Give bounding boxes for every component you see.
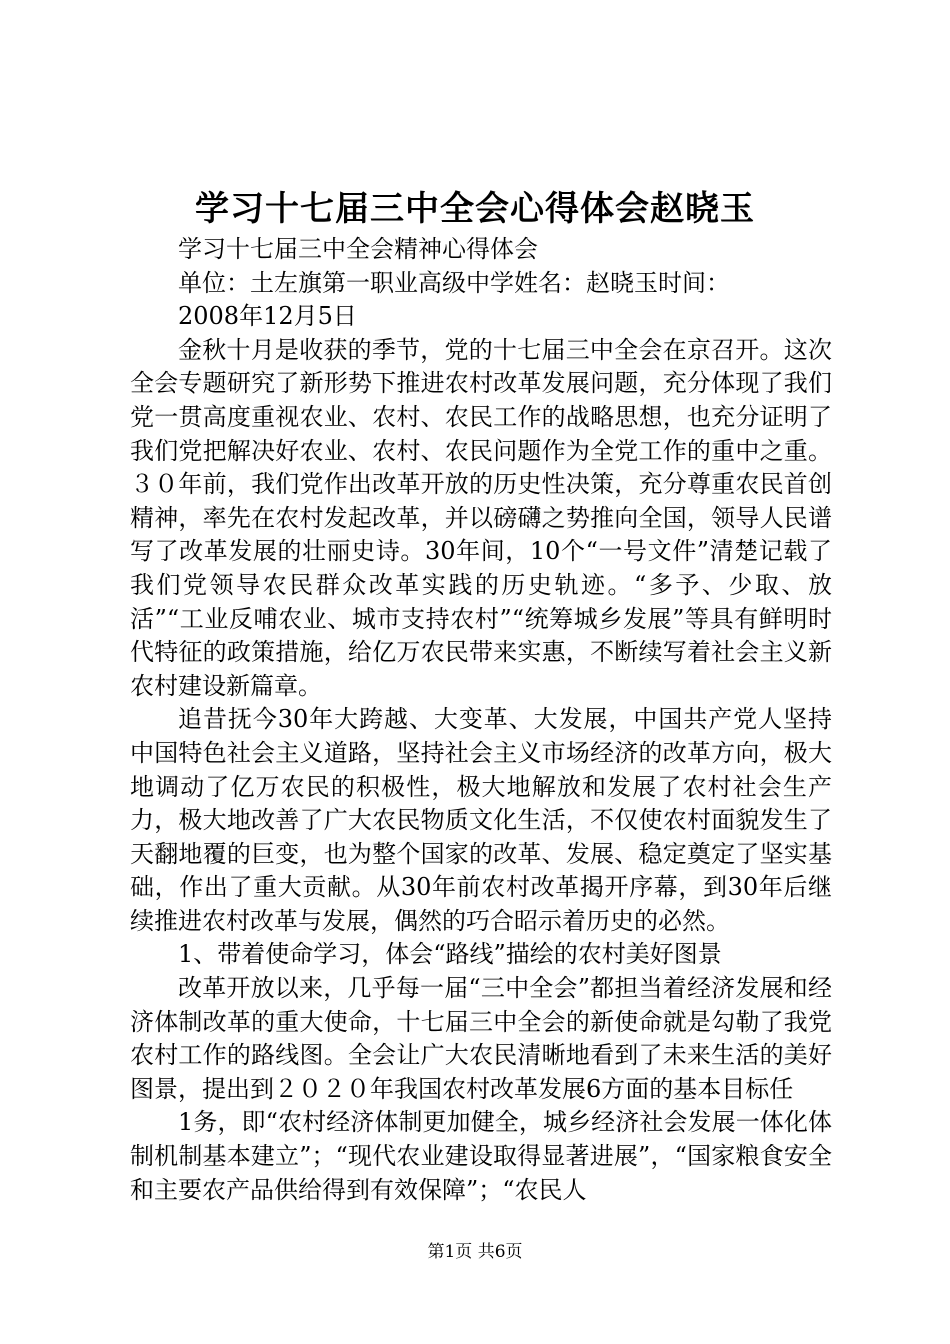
page-footer: 第1页 共6页 — [427, 1242, 523, 1262]
paragraph-2: 追昔抚今30年大跨越、大变革、大发展，中国共产党人坚持中国特色社会主义道路，坚持社会主义市场经济的改革方向，极大地调动了亿万农民的积极性，极大地解放和发展了农村社会生产力，极大地改善了广大农民物质文化生活，不仅使农村面貌发生了天翻地覆的巨变，也为整个国家的改革、发展、稳定奠定了坚实基础，作出了重大贡献。从30年前农村改革揭开序幕，到30年后继续推进农村改革与发展，偶然的巧合昭示着历史的必然。 — [130, 705, 832, 935]
paragraph-1: 金秋十月是收获的季节，党的十七届三中全会在京召开。这次全会专题研究了新形势下推进农村改革发展问题，充分体现了我们党一贯高度重视农业、农村、农民工作的战略思想，也充分证明了我们党把解决好农业、农村、农民问题作为全党工作的重中之重。３０年前，我们党作出改革开放的历史性决策，充分尊重农民首创精神，率先在农村发起改革，并以磅礴之势推向全国，领导人民谱写了改革发展的壮丽史诗。30年间，10个“一号文件”清楚记载了我们党领导农民群众改革实践的历史轨迹。“多予、少取、放活”“工业反哺农业、城市支持农村”“统筹城乡发展”等具有鲜明时代特征的政策措施，给亿万农民带来实惠，不断续写着社会主义新农村建设新篇章。 — [130, 335, 832, 700]
author-info-line: 单位：土左旗第一职业高级中学姓名：赵晓玉时间： — [178, 268, 730, 297]
document-body — [130, 233, 832, 1207]
paragraph-4: 1务，即“农村经济体制更加健全，城乡经济社会发展一体化体制机制基本建立”；“现代农业建设取得显著进展”，“国家粮食安全和主要农产品供给得到有效保障”；“农民人 — [130, 1108, 832, 1204]
section-heading-1: 1、带着使命学习，体会“路线”描绘的农村美好图景 — [178, 940, 722, 969]
date-line: 2008年12月5日 — [178, 302, 357, 331]
document-subtitle: 学习十七届三中全会精神心得体会 — [178, 235, 538, 263]
paragraph-3: 改革开放以来，几乎每一届“三中全会”都担当着经济发展和经济体制改革的重大使命，十七届三中全会的新使命就是勾勒了我党农村工作的路线图。全会让广大农民清晰地看到了未来生活的美好图景，提出到２０２０年我国农村改革发展6方面的基本目标任 — [130, 974, 832, 1103]
document-title: 学习十七届三中全会心得体会赵晓玉 — [195, 189, 755, 229]
